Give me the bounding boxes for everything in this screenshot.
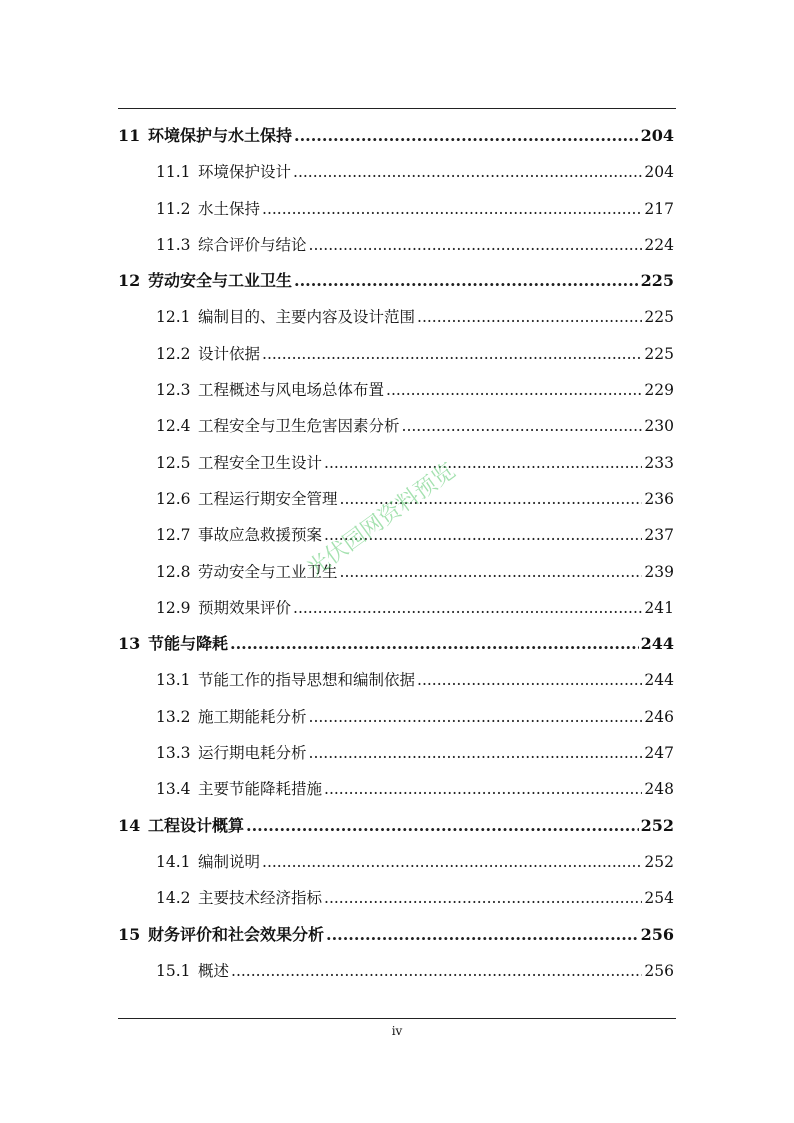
toc-entry-number: 12.1: [156, 308, 191, 327]
toc-entry-page: 244: [640, 634, 674, 654]
footer-rule: [118, 1018, 676, 1019]
toc-entry-page: 252: [640, 815, 674, 835]
toc-entry-page: 256: [640, 924, 674, 944]
toc-entry-number: 12.3: [156, 381, 191, 400]
toc-entry-number: 12.6: [156, 489, 191, 508]
toc-section-entry[interactable]: [118, 372, 674, 408]
toc-entry-title: 工程概述与风电场总体布置: [198, 381, 385, 400]
toc-dot-leader: [417, 662, 642, 698]
toc-entry-title: 运行期电耗分析: [198, 744, 307, 763]
toc-dot-leader: [262, 336, 642, 372]
toc-section-entry[interactable]: [118, 699, 674, 735]
toc-dot-leader: [324, 880, 642, 916]
toc-chapter-entry[interactable]: [118, 808, 674, 844]
toc-dot-leader: [309, 699, 643, 735]
toc-entry-page: 246: [644, 707, 674, 726]
toc-section-entry[interactable]: [118, 154, 674, 190]
toc-entry-title: 编制目的、主要内容及设计范围: [198, 308, 416, 327]
toc-entry-page: 225: [640, 271, 674, 291]
toc-entry-number: 12.4: [156, 417, 191, 436]
toc-entry-title: 水土保持: [198, 199, 261, 218]
toc-entry-number: 13.2: [156, 707, 191, 726]
toc-dot-leader: [326, 917, 639, 953]
toc-entry-title: 环境保护设计: [198, 163, 292, 182]
toc-entry-page: 204: [640, 126, 674, 145]
toc-dot-leader: [324, 517, 642, 553]
toc-entry-title: 事故应急救援预案: [198, 526, 323, 545]
toc-chapter-entry[interactable]: [118, 917, 674, 953]
toc-section-entry[interactable]: [118, 445, 674, 481]
toc-section-entry[interactable]: [118, 554, 674, 590]
toc-section-entry[interactable]: [118, 953, 674, 989]
toc-section-entry[interactable]: [118, 336, 674, 372]
toc-entry-number: 14.1: [156, 852, 191, 871]
toc-entry-title: 财务评价和社会效果分析: [148, 924, 325, 944]
watermark: 光伏园网资料预览: [302, 458, 461, 583]
toc-entry-title: 劳动安全与工业卫生: [198, 562, 338, 581]
toc-entry-number: 12: [118, 271, 141, 291]
toc-section-entry[interactable]: [118, 735, 674, 771]
toc-entry-page: 236: [644, 489, 674, 508]
toc-dot-leader: [324, 445, 642, 481]
toc-entry-title: 工程设计概算: [148, 815, 245, 835]
toc-entry-title: 劳动安全与工业卫生: [148, 271, 293, 291]
toc-entry-page: 241: [644, 598, 674, 617]
toc-dot-leader: [309, 227, 643, 263]
toc-section-entry[interactable]: [118, 517, 674, 553]
toc-dot-leader: [294, 118, 639, 154]
toc-entry-page: 217: [644, 199, 674, 218]
toc-entry-title: 设计依据: [198, 344, 261, 363]
toc-entry-page: 237: [644, 526, 674, 545]
toc-entry-number: 14.2: [156, 889, 191, 908]
toc-entry-page: 244: [644, 671, 674, 690]
toc-section-entry[interactable]: [118, 408, 674, 444]
toc-section-entry[interactable]: [118, 299, 674, 335]
toc-entry-number: 15.1: [156, 961, 191, 980]
toc-dot-leader: [294, 263, 639, 299]
toc-entry-number: 12.5: [156, 453, 191, 472]
toc-section-entry[interactable]: [118, 662, 674, 698]
toc-entry-number: 14: [118, 815, 141, 835]
toc-dot-leader: [262, 844, 642, 880]
toc-entry-title: 节能与降耗: [148, 634, 229, 654]
toc-dot-leader: [231, 953, 642, 989]
toc-dot-leader: [246, 808, 639, 844]
toc-entry-title: 主要节能降耗措施: [198, 780, 323, 799]
toc-entry-title: 预期效果评价: [198, 598, 292, 617]
toc-section-entry[interactable]: [118, 771, 674, 807]
toc-entry-page: 204: [644, 163, 674, 182]
toc-entry-number: 13: [118, 634, 141, 654]
toc-entry-title: 工程安全与卫生危害因素分析: [198, 417, 400, 436]
toc-entry-title: 主要技术经济指标: [198, 889, 323, 908]
toc-dot-leader: [386, 372, 642, 408]
toc-section-entry[interactable]: [118, 481, 674, 517]
toc-entry-number: 13.4: [156, 780, 191, 799]
toc-entry-page: 233: [644, 453, 674, 472]
toc-entry-number: 11: [118, 126, 141, 145]
toc-entry-number: 15: [118, 924, 141, 944]
toc-dot-leader: [417, 299, 642, 335]
toc-entry-title: 概述: [198, 961, 230, 980]
toc-entry-page: 230: [644, 417, 674, 436]
toc-entry-number: 12.7: [156, 526, 191, 545]
toc-chapter-entry[interactable]: [118, 263, 674, 299]
toc-dot-leader: [402, 408, 643, 444]
toc-section-entry[interactable]: [118, 191, 674, 227]
toc-dot-leader: [340, 481, 643, 517]
toc-chapter-entry[interactable]: [118, 118, 674, 154]
toc-section-entry[interactable]: [118, 590, 674, 626]
toc-entry-page: 252: [644, 852, 674, 871]
toc-entry-title: 编制说明: [198, 852, 261, 871]
toc-entry-number: 13.3: [156, 744, 191, 763]
toc-entry-title: 节能工作的指导思想和编制依据: [198, 671, 416, 690]
toc-entry-title: 工程运行期安全管理: [198, 489, 338, 508]
footer-page-number: iv: [391, 1024, 403, 1038]
toc-entry-page: 229: [644, 381, 674, 400]
toc-dot-leader: [324, 771, 642, 807]
toc-entry-page: 224: [644, 235, 674, 254]
toc-section-entry[interactable]: [118, 227, 674, 263]
toc-entry-page: 256: [644, 961, 674, 980]
toc-chapter-entry[interactable]: [118, 626, 674, 662]
toc-entry-title: 综合评价与结论: [198, 235, 307, 254]
toc-entry-page: 239: [644, 562, 674, 581]
toc-entry-number: 12.2: [156, 344, 191, 363]
toc-dot-leader: [230, 626, 639, 662]
toc-section-entry[interactable]: [118, 844, 674, 880]
toc-entry-number: 11.3: [156, 235, 191, 254]
toc-entry-page: 254: [644, 889, 674, 908]
toc-entry-title: 环境保护与水土保持: [148, 126, 293, 145]
toc-entry-number: 11.1: [156, 163, 191, 182]
toc-entry-number: 12.8: [156, 562, 191, 581]
toc-entry-page: 225: [644, 344, 674, 363]
toc-entry-number: 12.9: [156, 598, 191, 617]
toc-dot-leader: [293, 590, 642, 626]
toc-dot-leader: [309, 735, 643, 771]
toc-dot-leader: [293, 154, 642, 190]
toc-section-entry[interactable]: [118, 880, 674, 916]
toc-entry-page: 225: [644, 308, 674, 327]
toc-entry-number: 11.2: [156, 199, 191, 218]
header-rule: [118, 108, 676, 109]
toc-entry-page: 247: [644, 744, 674, 763]
toc-entry-number: 13.1: [156, 671, 191, 690]
toc-entry-page: 248: [644, 780, 674, 799]
toc-dot-leader: [340, 554, 643, 590]
toc-dot-leader: [262, 191, 642, 227]
toc-entry-title: 施工期能耗分析: [198, 707, 307, 726]
table-of-contents: [118, 118, 674, 989]
toc-entry-title: 工程安全卫生设计: [198, 453, 323, 472]
